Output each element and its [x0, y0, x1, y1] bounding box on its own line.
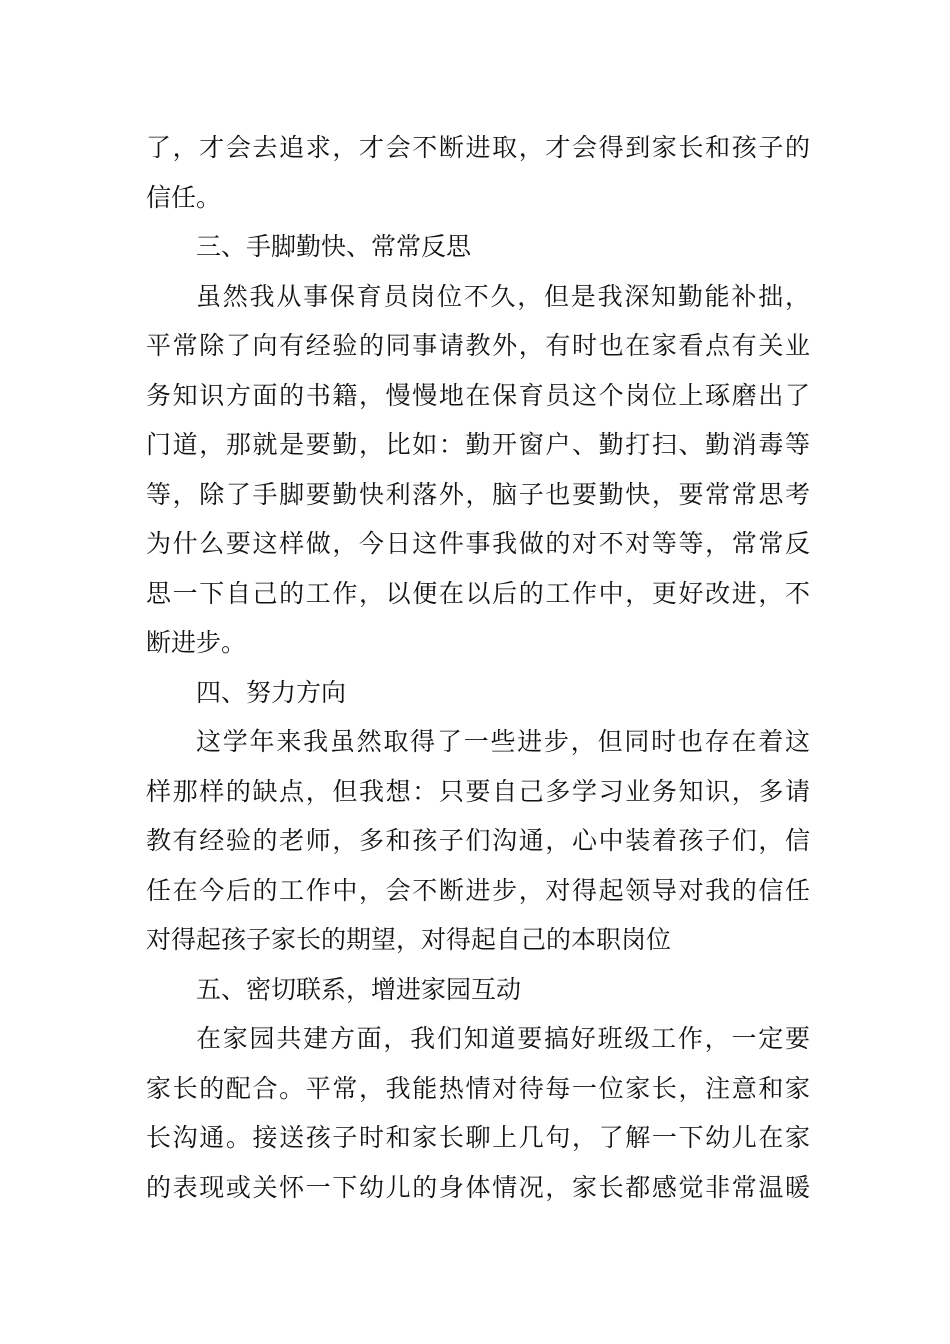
text-line: 教有经验的老师，多和孩子们沟通，心中装着孩子们，信	[146, 826, 810, 855]
text-line: 务知识方面的书籍，慢慢地在保育员这个岗位上琢磨出了	[146, 380, 810, 410]
text-line: 思一下自己的工作，以便在以后的工作中，更好改进，不	[146, 578, 810, 608]
text-line: 了，才会去追求，才会不断进取，才会得到家长和孩子的	[146, 133, 810, 162]
text-line: 在家园共建方面，我们知道要搞好班级工作，一定要	[196, 1024, 810, 1053]
text-line: 信任。	[146, 182, 222, 212]
text-line: 门道，那就是要勤，比如：勤开窗户、勤打扫、勤消毒等	[146, 430, 810, 459]
text-line: 平常除了向有经验的同事请教外，有时也在家看点有关业	[146, 331, 810, 360]
text-line: 断进步。	[146, 628, 247, 657]
text-line: 的表现或关怀一下幼儿的身体情况，家长都感觉非常温暖	[146, 1172, 810, 1202]
section-heading: 五、密切联系，增进家园互动	[196, 974, 522, 1004]
section-heading: 三、手脚勤快、常常反思	[196, 232, 472, 261]
text-line: 任在今后的工作中，会不断进步，对得起领导对我的信任	[146, 875, 810, 905]
text-line: 家长的配合。平常，我能热情对待每一位家长，注意和家	[146, 1073, 810, 1103]
text-line: 等，除了手脚要勤快利落外，脑子也要勤快，要常常思考	[146, 479, 810, 509]
text-line: 为什么要这样做，今日这件事我做的对不对等等，常常反	[146, 529, 810, 558]
section-heading: 四、努力方向	[196, 677, 347, 707]
document-body	[146, 123, 810, 1212]
text-line: 虽然我从事保育员岗位不久，但是我深知勤能补拙，	[196, 281, 810, 311]
text-line: 样那样的缺点，但我想：只要自己多学习业务知识，多请	[146, 776, 810, 806]
text-line: 对得起孩子家长的期望，对得起自己的本职岗位	[146, 925, 672, 954]
text-line: 这学年来我虽然取得了一些进步，但同时也存在着这	[196, 727, 810, 756]
text-line: 长沟通。接送孩子时和家长聊上几句，了解一下幼儿在家	[146, 1123, 810, 1152]
